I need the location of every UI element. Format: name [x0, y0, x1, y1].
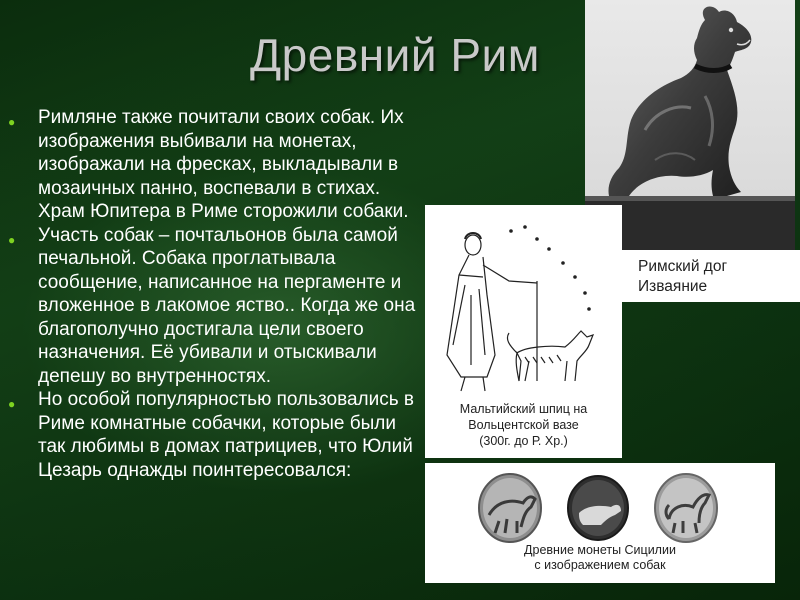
bullet-dot-icon: ●	[8, 232, 16, 247]
coin-3-image	[653, 471, 719, 545]
sicilian-coins-card	[425, 463, 775, 583]
bullet-item	[8, 224, 418, 389]
bullet-dot-icon: ●	[8, 397, 16, 411]
coins-caption-line2: с изображением собак	[534, 558, 666, 572]
bullet-text: Римляне также почитали своих собак. Их изображения выбивали на монетах, изображали на фресках, выкладывали в мозаичных панно, воспевали в стихах. Храм Юпитера в Риме сторожили собаки.	[38, 107, 409, 222]
vase-drawing-card	[425, 205, 622, 458]
coin-2-image	[565, 471, 631, 545]
vase-caption-line1: Мальтийский шпиц на	[459, 402, 588, 416]
slide-title: Древний Рим	[250, 29, 540, 81]
bullet-text: Но особой популярностью пользовались в Риме комнатные собачки, которые были так любимы в домах патрициев, что Юлий Цезарь однажды поинтересовался:	[38, 389, 415, 481]
coins-caption-line1: Древние монеты Сицилии	[524, 543, 676, 557]
vase-caption-line3: (300г. до Р. Хр.)	[479, 434, 568, 448]
coins-caption	[425, 543, 775, 573]
coin-1-image	[477, 471, 543, 545]
bullet-list	[8, 106, 418, 482]
vase-caption	[425, 401, 622, 449]
bullet-text: Участь собак – почтальонов была самой печальной. Собака проглатывала сообщение, написанное на пергаменте и вложенное в лакомое яство.. Когда же она благополучно достигала цели своего назначения. Её убивали и отыскивали депешу во внутренностях.	[38, 224, 416, 387]
maltese-spitz-vase-drawing	[425, 205, 622, 401]
statue-caption-line1: Римский дог	[638, 258, 728, 275]
bullet-dot-icon: ●	[8, 115, 16, 129]
statue-caption-line2: Изваяние	[638, 278, 708, 295]
vase-caption-line2: Вольцентской вазе	[468, 418, 579, 432]
bullet-item	[8, 106, 418, 224]
bullet-item	[8, 388, 418, 482]
